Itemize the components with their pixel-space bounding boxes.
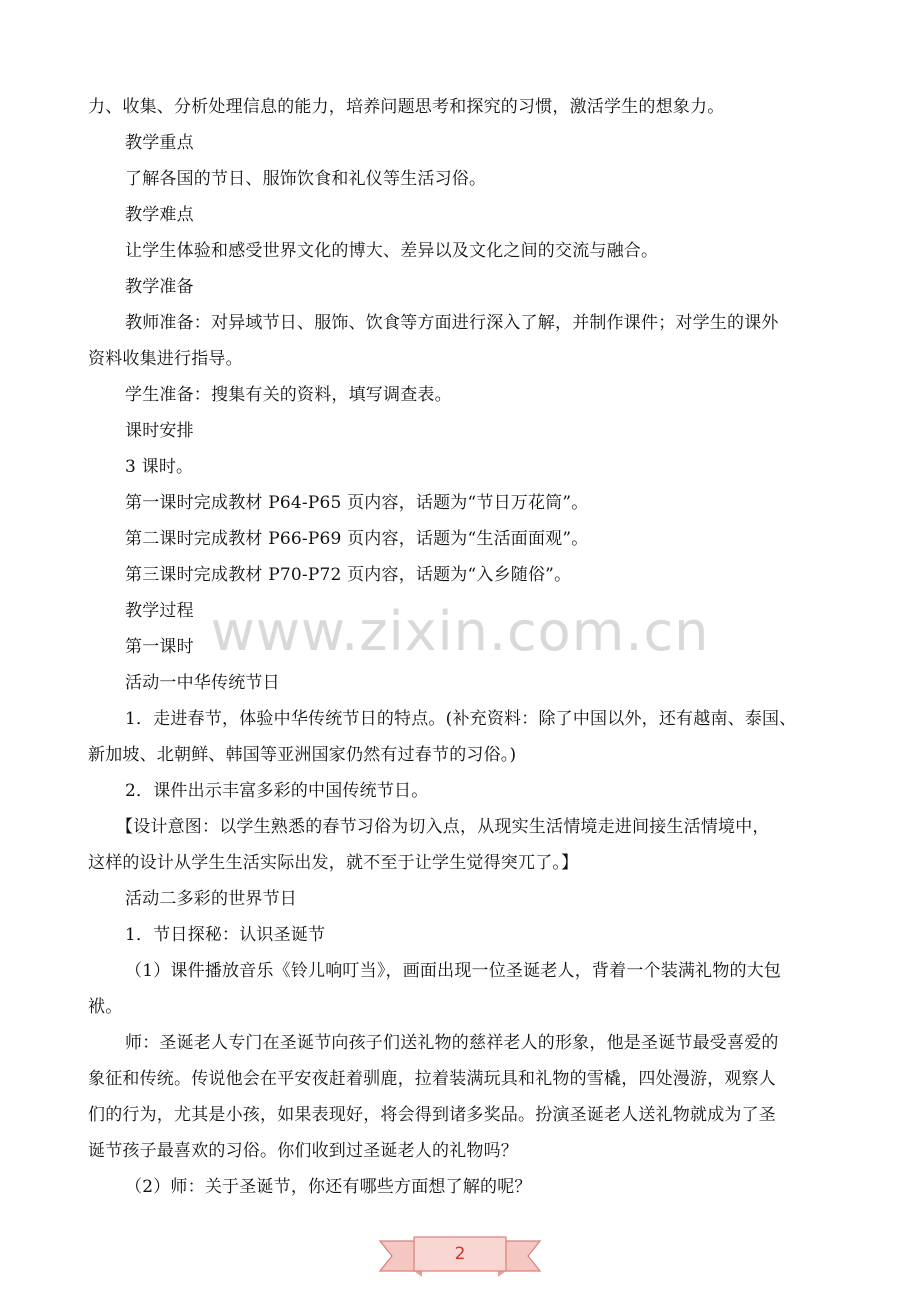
activity-heading: 活动二多彩的世界节日	[125, 889, 297, 909]
paragraph-line: 象征和传统。传说他会在平安夜赶着驯鹿，拉着装满玩具和礼物的雪橇，四处漫游，观察人	[88, 1069, 776, 1089]
paragraph-line: 3 课时。	[125, 457, 194, 477]
paragraph-line: 第二课时完成教材 P66-P69 页内容，话题为“生活面面观”。	[125, 529, 589, 549]
paragraph-line: 师：圣诞老人专门在圣诞节向孩子们送礼物的慈祥老人的形象，他是圣诞节最受喜爱的	[125, 1033, 779, 1053]
section-heading: 教学过程	[125, 601, 194, 621]
paragraph-line: 诞节孩子最喜欢的习俗。你们收到过圣诞老人的礼物吗？	[88, 1141, 518, 1161]
paragraph-line: 第一课时完成教材 P64-P65 页内容，话题为“节日万花筒”。	[125, 493, 589, 513]
paragraph-line: 了解各国的节日、服饰饮食和礼仪等生活习俗。	[125, 169, 487, 189]
paragraph-line: 让学生体验和感受世界文化的博大、差异以及文化之间的交流与融合。	[125, 241, 659, 261]
page-footer	[378, 1233, 542, 1279]
section-heading: 教学重点	[125, 133, 194, 153]
paragraph-line: 2．课件出示丰富多彩的中国传统节日。	[125, 781, 429, 801]
paragraph-line: 第三课时完成教材 P70-P72 页内容，话题为“入乡随俗”。	[125, 565, 572, 585]
paragraph-line: 1．节日探秘：认识圣诞节	[125, 925, 326, 945]
design-intent-line: 【设计意图：以学生熟悉的春节习俗为切入点，从现实生活情境走进间接生活情境中，	[116, 817, 770, 837]
paragraph-line: （1）课件播放音乐《铃儿响叮当》，画面出现一位圣诞老人，背着一个装满礼物的大包	[125, 961, 782, 981]
section-heading: 第一课时	[125, 637, 194, 657]
paragraph-line: 教师准备：对异域节日、服饰、饮食等方面进行深入了解，并制作课件；对学生的课外	[125, 313, 779, 333]
activity-heading: 活动一中华传统节日	[125, 673, 280, 693]
section-heading: 教学准备	[125, 277, 194, 297]
design-intent-line: 这样的设计从学生生活实际出发，就不至于让学生觉得突兀了。】	[88, 853, 579, 873]
paragraph-line: 力、收集、分析处理信息的能力，培养问题思考和探究的习惯，激活学生的想象力。	[88, 97, 725, 117]
page-number: 2	[454, 1244, 466, 1264]
section-heading: 课时安排	[125, 421, 194, 441]
section-heading: 教学难点	[125, 205, 194, 225]
paragraph-line: （2）师：关于圣诞节，你还有哪些方面想了解的呢？	[125, 1177, 532, 1197]
watermark: www.zixin.com.cn	[210, 600, 710, 663]
paragraph-line: 们的行为，尤其是小孩，如果表现好，将会得到诸多奖品。扮演圣诞老人送礼物就成为了圣	[88, 1105, 776, 1125]
paragraph-line: 学生准备：搜集有关的资料，填写调查表。	[125, 385, 452, 405]
paragraph-line: 1．走进春节，体验中华传统节日的特点。(补充资料：除了中国以外，还有越南、泰国、	[125, 709, 797, 729]
paragraph-line: 资料收集进行指导。	[88, 349, 243, 369]
paragraph-line: 袱。	[88, 997, 123, 1017]
paragraph-line: 新加坡、北朝鲜、韩国等亚洲国家仍然有过春节的习俗。)	[88, 745, 517, 765]
